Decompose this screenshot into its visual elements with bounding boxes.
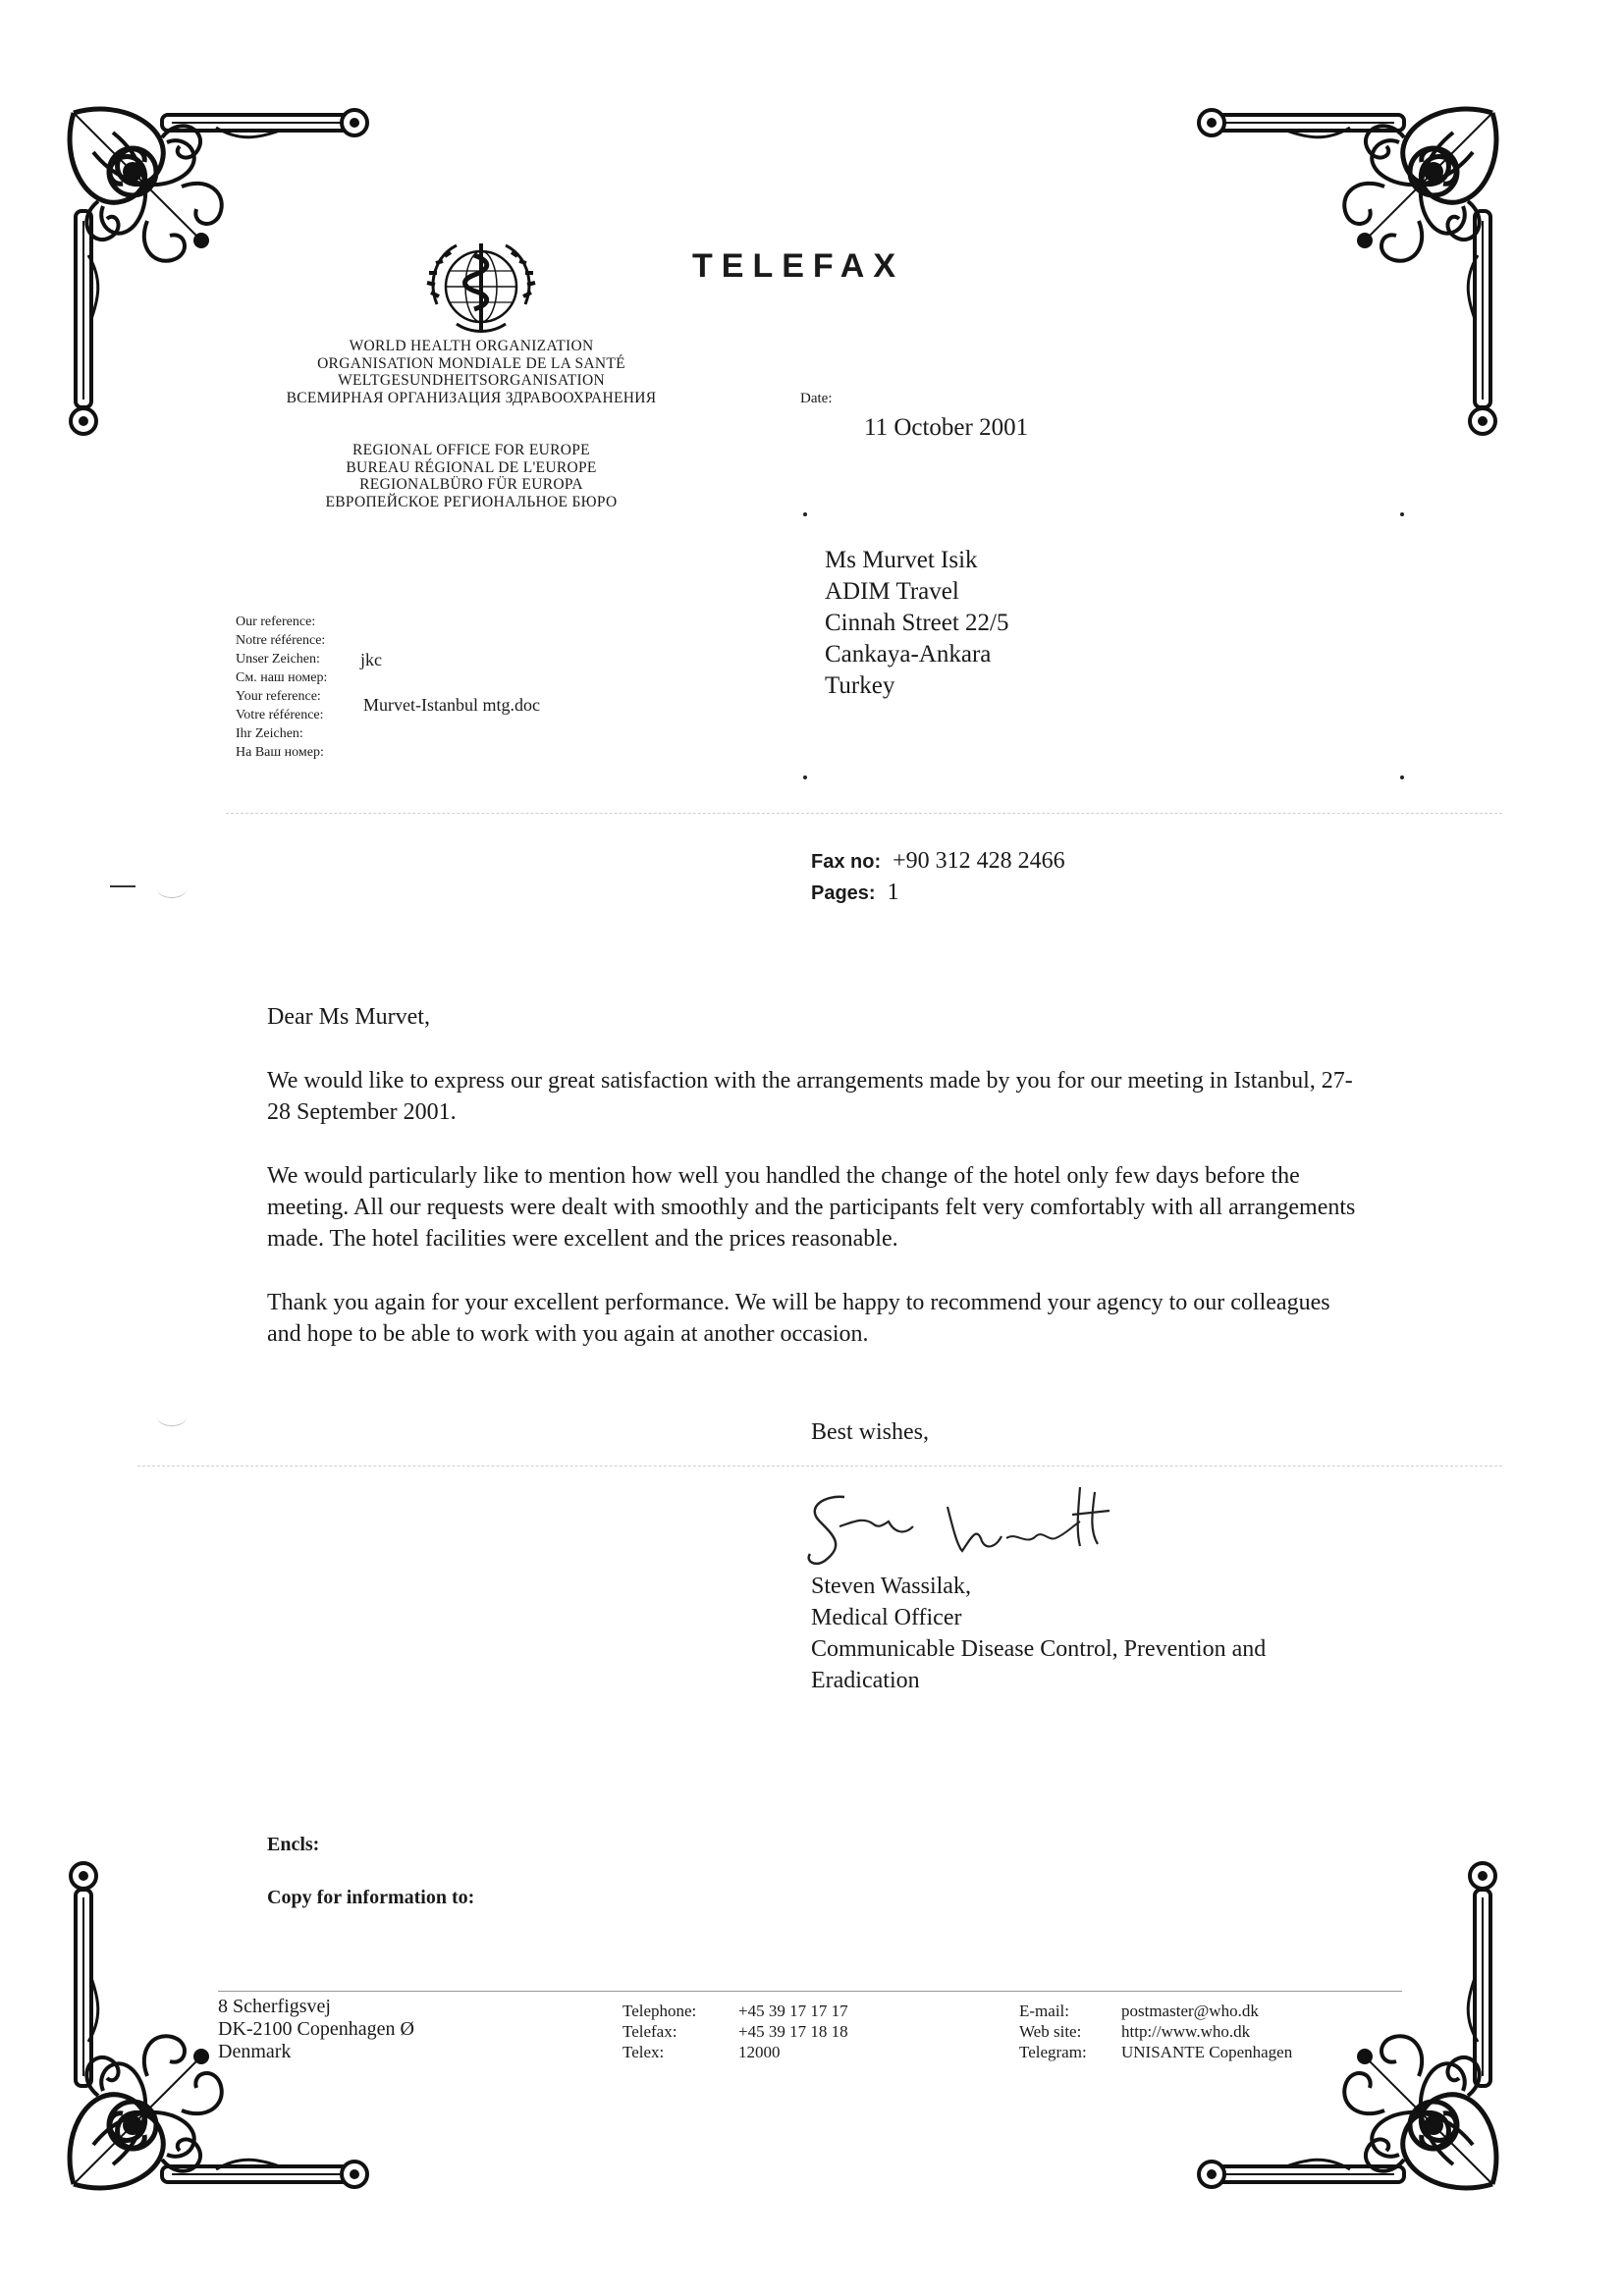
ref-label: Ihr Zeichen: xyxy=(236,726,303,741)
fax-details xyxy=(811,846,1065,909)
telegram-label: Telegram: xyxy=(1019,2043,1087,2061)
who-emblem-logo xyxy=(417,236,545,344)
address-window-mark xyxy=(1400,512,1404,516)
office-name-russian: ЕВРОПЕЙСКОЕ РЕГИОНАЛЬНОЕ БЮРО xyxy=(325,493,618,510)
signatory-block xyxy=(811,1571,1266,1696)
org-name-russian: ВСЕМИРНАЯ ОРГАНИЗАЦИЯ ЗДРАВООХРАНЕНИЯ xyxy=(286,389,657,406)
ornament-corner-top-right xyxy=(1188,93,1512,447)
signatory-title: Medical Officer xyxy=(811,1605,962,1630)
copy-for-information-label: Copy for information to: xyxy=(267,1887,475,1908)
footer-street: 8 Scherfigsvej xyxy=(218,1996,331,2017)
recipient-street: Cinnah Street 22/5 xyxy=(825,610,1009,636)
paragraph: We would particularly like to mention how well you handled the change of the hotel only few days before the meeting. All our requests were dealt with smoothly and the participants felt very comfortably with all arrangements made. The hotel facilities were excellent and the prices reasonable. xyxy=(267,1163,1356,1252)
ref-label: Your reference: xyxy=(236,689,321,704)
email-label: E-mail: xyxy=(1019,2002,1069,2020)
recipient-address xyxy=(825,545,1008,702)
date-label: Date: xyxy=(800,391,833,406)
ref-label: Notre référence: xyxy=(236,633,326,648)
email-value: postmaster@who.dk xyxy=(1121,2002,1259,2020)
footer-contact-values xyxy=(738,2001,848,2062)
ref-label: На Ваш номер: xyxy=(236,745,324,760)
fax-number-label: Fax no: xyxy=(811,851,882,873)
letter-body xyxy=(267,1001,1367,1382)
recipient-city: Cankaya-Ankara xyxy=(825,641,992,667)
address-window-mark xyxy=(1400,775,1404,779)
telephone-value: +45 39 17 17 17 xyxy=(738,2002,848,2020)
org-name-german: WELTGESUNDHEITSORGANISATION xyxy=(338,372,605,389)
scan-mark xyxy=(157,1408,187,1426)
footer-contact-labels xyxy=(623,2001,696,2062)
salutation: Dear Ms Murvet, xyxy=(267,1004,430,1030)
org-name-english: WORLD HEALTH ORGANIZATION xyxy=(349,338,594,354)
signatory-department: Communicable Disease Control, Prevention and xyxy=(811,1636,1267,1662)
telex-label: Telex: xyxy=(623,2043,665,2061)
handwritten-signature xyxy=(785,1468,1159,1575)
org-name-french: ORGANISATION MONDIALE DE LA SANTÉ xyxy=(317,354,625,372)
organization-names xyxy=(226,338,717,406)
ref-label: Our reference: xyxy=(236,614,316,629)
footer-online-values xyxy=(1121,2001,1292,2062)
paragraph: Thank you again for your excellent performance. We will be happy to recommend your agency to our colleagues and hope to be able to work with you again at another occasion. xyxy=(267,1290,1330,1347)
telefax-value: +45 39 17 18 18 xyxy=(738,2022,848,2041)
telex-value: 12000 xyxy=(738,2043,781,2061)
signatory-name: Steven Wassilak, xyxy=(811,1574,971,1599)
office-name-english: REGIONAL OFFICE FOR EUROPE xyxy=(352,442,590,458)
divider xyxy=(137,1466,1502,1467)
fax-number-value: +90 312 428 2466 xyxy=(893,848,1065,874)
scan-mark xyxy=(157,880,187,898)
telephone-label: Telephone: xyxy=(623,2002,697,2020)
pages-label: Pages: xyxy=(811,882,876,904)
recipient-company: ADIM Travel xyxy=(825,578,959,605)
office-name-german: REGIONALBÜRO FÜR EUROPA xyxy=(359,476,583,493)
paragraph: We would like to express our great satisfaction with the arrangements made by you for our meeting in Istanbul, 27-28 September 2001. xyxy=(267,1068,1353,1125)
regional-office-names xyxy=(226,442,717,510)
footer-country: Denmark xyxy=(218,2041,292,2062)
our-reference-value: jkc xyxy=(360,650,382,669)
footer-online-labels xyxy=(1019,2001,1087,2062)
your-reference-value: Murvet-Istanbul mtg.doc xyxy=(363,695,540,715)
website-value: http://www.who.dk xyxy=(1121,2022,1251,2041)
footer-address xyxy=(218,1996,414,2063)
address-window-mark xyxy=(803,512,807,516)
reference-labels xyxy=(236,613,327,762)
document-title: TELEFAX xyxy=(692,247,905,285)
fold-mark xyxy=(110,885,135,887)
date-value: 11 October 2001 xyxy=(864,414,1029,441)
website-label: Web site: xyxy=(1019,2022,1082,2041)
office-name-french: BUREAU RÉGIONAL DE L'EUROPE xyxy=(346,458,597,476)
closing: Best wishes, xyxy=(811,1419,929,1445)
telegram-value: UNISANTE Copenhagen xyxy=(1121,2043,1293,2061)
signatory-department-cont: Eradication xyxy=(811,1668,920,1693)
footer-city: DK-2100 Copenhagen Ø xyxy=(218,2018,414,2040)
address-window-mark xyxy=(803,775,807,779)
recipient-name: Ms Murvet Isik xyxy=(825,547,978,573)
divider xyxy=(226,813,1502,814)
ref-label: Votre référence: xyxy=(236,708,324,722)
enclosures-label: Encls: xyxy=(267,1834,320,1855)
ref-label: См. наш номер: xyxy=(236,670,328,685)
recipient-country: Turkey xyxy=(825,672,895,699)
telefax-label: Telefax: xyxy=(623,2022,677,2041)
footer-divider xyxy=(218,1991,1402,1992)
pages-value: 1 xyxy=(887,880,899,905)
ref-label: Unser Zeichen: xyxy=(236,652,320,667)
